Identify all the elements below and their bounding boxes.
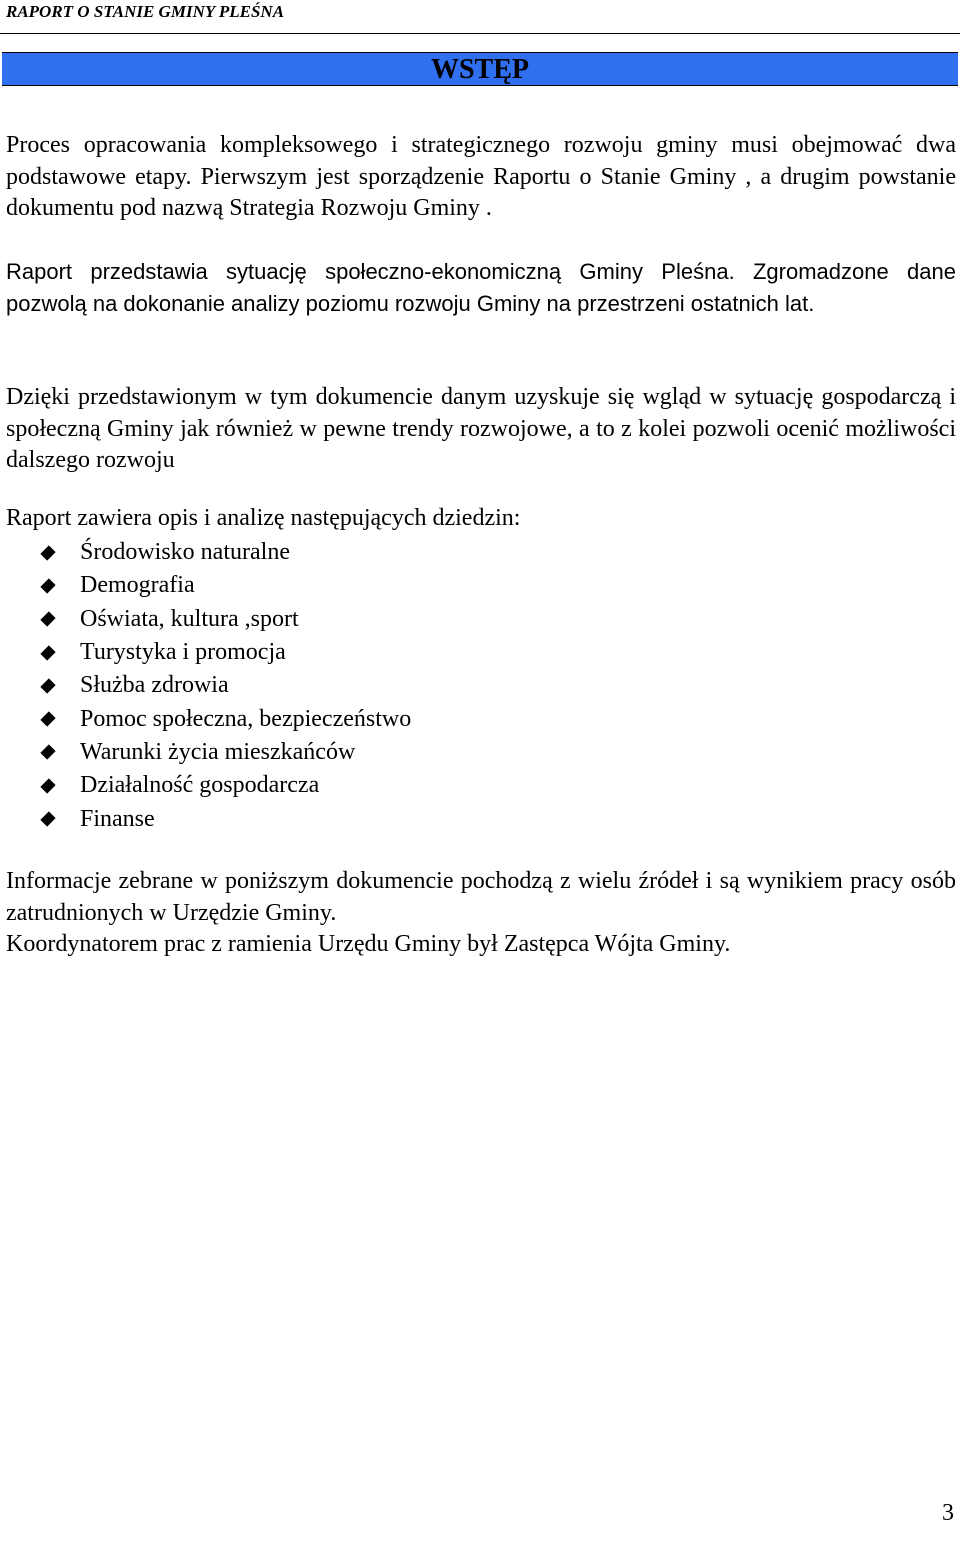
- running-header: RAPORT O STANIE GMINY PLEŚNA: [6, 2, 285, 21]
- diamond-bullet-icon: [40, 612, 55, 627]
- paragraph-report-scope: Raport przedstawia sytuację społeczno-ekonomiczną Gminy Pleśna. Zgromadzone dane pozwolą na dokonanie analizy poziomu rozwoju Gminy na przestrzeni ostatnich lat.: [6, 259, 956, 316]
- list-item-label: Pomoc społeczna, bezpieczeństwo: [80, 705, 412, 732]
- list-item-label: Turystyka i promocja: [80, 639, 286, 666]
- section-title-bar: [2, 52, 958, 86]
- list-item-label: Warunki życia mieszkańców: [80, 738, 356, 765]
- diamond-bullet-icon: [40, 545, 55, 560]
- paragraph-intro: Proces opracowania kompleksowego i strategicznego rozwoju gminy musi obejmować dwa podstawowe etapy. Pierwszym jest sporządzenie Raportu o Stanie Gminy , a drugim powstanie dokumentu pod nazwą Strategia Rozwoju Gminy .: [6, 132, 956, 221]
- list-item-label: Finanse: [80, 805, 155, 832]
- list-item: [38, 669, 411, 702]
- list-item: [38, 769, 411, 802]
- diamond-bullet-icon: [40, 578, 55, 593]
- list-item-label: Oświata, kultura ,sport: [80, 605, 299, 632]
- diamond-bullet-icon: [40, 811, 55, 826]
- list-item: [38, 569, 411, 602]
- diamond-bullet-icon: [40, 645, 55, 660]
- list-item-label: Środowisko naturalne: [80, 539, 290, 566]
- page-number: 3: [942, 1500, 954, 1526]
- list-item-label: Demografia: [80, 572, 195, 599]
- paragraph-domains-intro: Raport zawiera opis i analizę następujących dziedzin:: [6, 505, 521, 531]
- paragraph-coordinator: Koordynatorem prac z ramienia Urzędu Gminy był Zastępca Wójta Gminy.: [6, 931, 731, 957]
- list-item-label: Działalność gospodarcza: [80, 772, 320, 799]
- list-item: [38, 736, 411, 769]
- domain-list: [38, 536, 411, 836]
- diamond-bullet-icon: [40, 778, 55, 793]
- list-item: [38, 702, 411, 735]
- paragraph-sources: Informacje zebrane w poniższym dokumencie pochodzą z wielu źródeł i są wynikiem pracy osób zatrudnionych w Urzędzie Gminy.: [6, 868, 956, 926]
- diamond-bullet-icon: [40, 678, 55, 693]
- diamond-bullet-icon: [40, 745, 55, 760]
- list-item: [38, 536, 411, 569]
- list-item: [38, 603, 411, 636]
- section-title: WSTĘP: [430, 54, 530, 85]
- paragraph-insights: Dzięki przedstawionym w tym dokumencie danym uzyskuje się wgląd w sytuację gospodarczą i społeczną Gminy jak również w pewne trendy rozwojowe, a to z kolei pozwoli ocenić możliwości dalszego rozwoju: [6, 384, 956, 473]
- list-item: [38, 636, 411, 669]
- list-item-label: Służba zdrowia: [80, 672, 229, 699]
- diamond-bullet-icon: [40, 711, 55, 726]
- header-divider: [0, 33, 960, 34]
- list-item: [38, 802, 411, 835]
